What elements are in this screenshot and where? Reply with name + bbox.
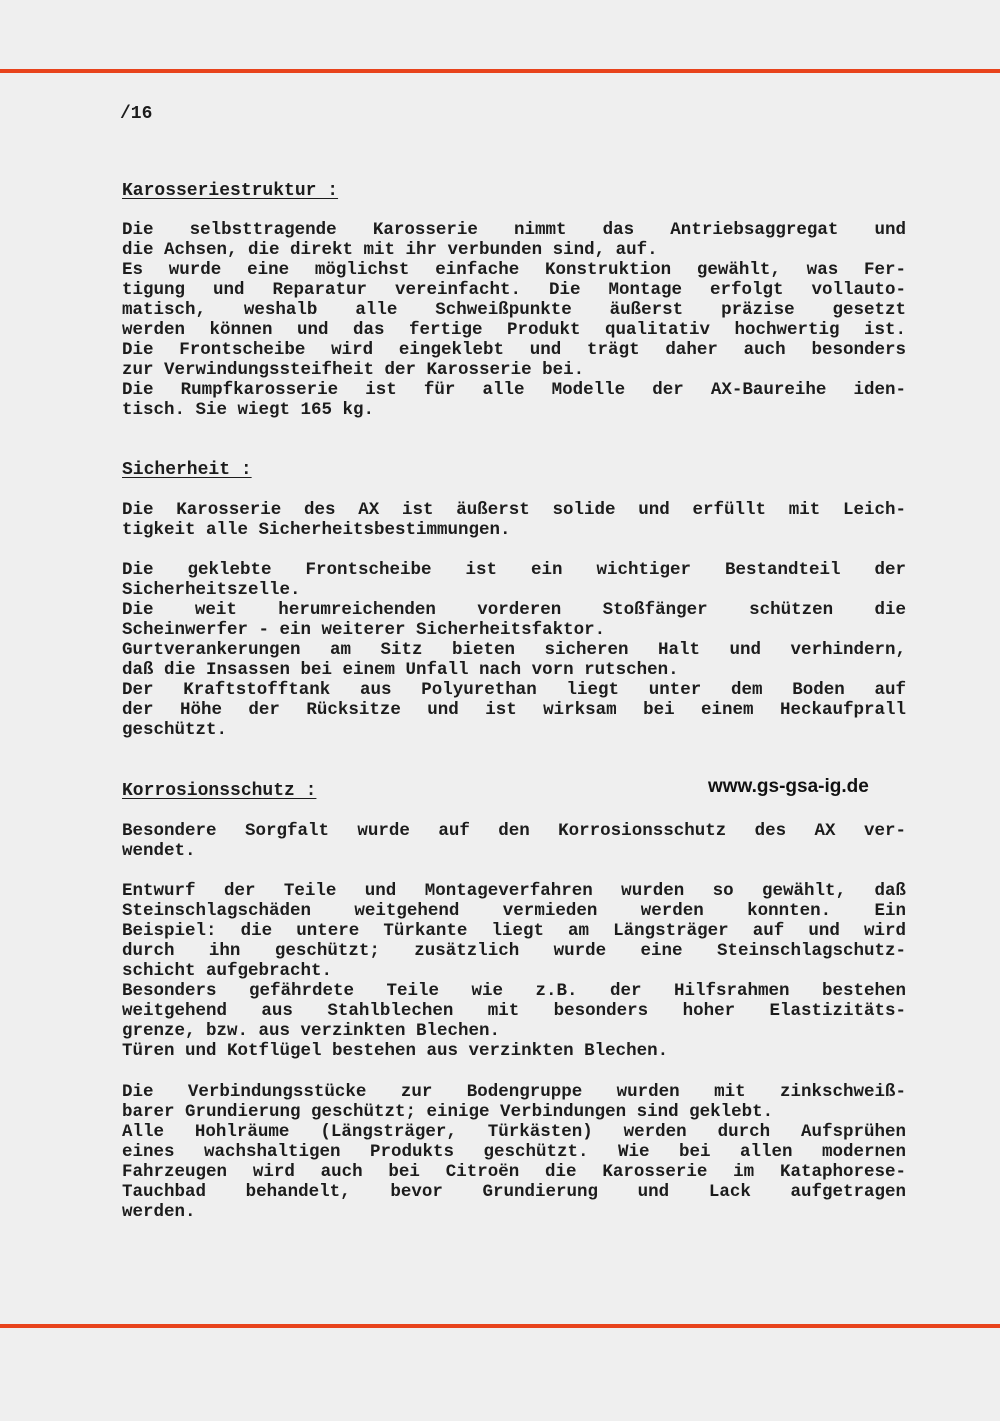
heading-korrosionsschutz: Korrosionsschutz : bbox=[122, 781, 317, 801]
paragraph-sicherheit-intro bbox=[122, 500, 906, 540]
paragraph-korrosionsschutz-intro bbox=[122, 821, 906, 861]
text-line: grenze, bzw. aus verzinkten Blechen. bbox=[122, 1021, 501, 1041]
text-line: Scheinwerfer - ein weiterer Sicherheitsfaktor. bbox=[122, 620, 606, 640]
text-line: weitgehend aus Stahlblechen mit besonders hoher Elastizitäts- bbox=[122, 1001, 906, 1021]
paragraph-sicherheit-details bbox=[122, 560, 906, 740]
text-line: tisch. Sie wiegt 165 kg. bbox=[122, 400, 375, 420]
text-line: schicht aufgebracht. bbox=[122, 961, 333, 981]
text-line: tigkeit alle Sicherheitsbestimmungen. bbox=[122, 520, 511, 540]
text-line: Beispiel: die untere Türkante liegt am Längsträger auf und wird bbox=[122, 921, 906, 941]
text-line: wendet. bbox=[122, 841, 196, 861]
text-line: Die geklebte Frontscheibe ist ein wichtiger Bestandteil der bbox=[122, 560, 906, 580]
text-line: Die Frontscheibe wird eingeklebt und trägt daher auch besonders bbox=[122, 340, 906, 360]
text-line: durch ihn geschützt; zusätzlich wurde eine Steinschlagschutz- bbox=[122, 941, 906, 961]
text-line: Besondere Sorgfalt wurde auf den Korrosionsschutz des AX ver- bbox=[122, 821, 906, 841]
text-line: werden können und das fertige Produkt qualitativ hochwertig ist. bbox=[122, 320, 906, 340]
text-line: Tauchbad behandelt, bevor Grundierung und Lack aufgetragen bbox=[122, 1182, 906, 1202]
text-line: Steinschlagschäden weitgehend vermieden werden konnten. Ein bbox=[122, 901, 906, 921]
text-line: Alle Hohlräume (Längsträger, Türkästen) werden durch Aufsprühen bbox=[122, 1122, 906, 1142]
text-line: tigung und Reparatur vereinfacht. Die Montage erfolgt vollauto- bbox=[122, 280, 906, 300]
text-line: werden. bbox=[122, 1202, 196, 1222]
text-line: Die weit herumreichenden vorderen Stoßfänger schützen die bbox=[122, 600, 906, 620]
paragraph-korrosionsschutz-teile bbox=[122, 881, 906, 1061]
text-line: Sicherheitszelle. bbox=[122, 580, 301, 600]
text-line: Türen und Kotflügel bestehen aus verzinkten Blechen. bbox=[122, 1041, 669, 1061]
text-line: Der Kraftstofftank aus Polyurethan liegt unter dem Boden auf bbox=[122, 680, 906, 700]
top-red-rule bbox=[0, 69, 1000, 73]
text-line: zur Verwindungssteifheit der Karosserie bei. bbox=[122, 360, 585, 380]
text-line: Es wurde eine möglichst einfache Konstruktion gewählt, was Fer- bbox=[122, 260, 906, 280]
website-watermark: www.gs-gsa-ig.de bbox=[708, 776, 869, 797]
page-number: /16 bbox=[120, 104, 153, 124]
text-line: Die selbsttragende Karosserie nimmt das Antriebsaggregat und bbox=[122, 220, 906, 240]
text-line: matisch, weshalb alle Schweißpunkte äußerst präzise gesetzt bbox=[122, 300, 906, 320]
text-line: Gurtverankerungen am Sitz bieten sicheren Halt und verhindern, bbox=[122, 640, 906, 660]
paragraph-karosseriestruktur bbox=[122, 220, 906, 420]
heading-karosseriestruktur: Karosseriestruktur : bbox=[122, 181, 339, 201]
text-line: Besonders gefährdete Teile wie z.B. der Hilfsrahmen bestehen bbox=[122, 981, 906, 1001]
text-line: Entwurf der Teile und Montageverfahren wurden so gewählt, daß bbox=[122, 881, 906, 901]
text-line: eines wachshaltigen Produkts geschützt. Wie bei allen modernen bbox=[122, 1142, 906, 1162]
paragraph-korrosionsschutz-verbindungen bbox=[122, 1082, 906, 1222]
text-line: geschützt. bbox=[122, 720, 228, 740]
text-line: Die Verbindungsstücke zur Bodengruppe wurden mit zinkschweiß- bbox=[122, 1082, 906, 1102]
text-line: Die Rumpfkarosserie ist für alle Modelle der AX-Baureihe iden- bbox=[122, 380, 906, 400]
text-line: die Achsen, die direkt mit ihr verbunden sind, auf. bbox=[122, 240, 658, 260]
text-line: Die Karosserie des AX ist äußerst solide und erfüllt mit Leich- bbox=[122, 500, 906, 520]
text-line: der Höhe der Rücksitze und ist wirksam bei einem Heckaufprall bbox=[122, 700, 906, 720]
text-line: barer Grundierung geschützt; einige Verbindungen sind geklebt. bbox=[122, 1102, 774, 1122]
heading-sicherheit: Sicherheit : bbox=[122, 460, 252, 480]
text-line: daß die Insassen bei einem Unfall nach vorn rutschen. bbox=[122, 660, 679, 680]
text-line: Fahrzeugen wird auch bei Citroën die Karosserie im Kataphorese- bbox=[122, 1162, 906, 1182]
bottom-red-rule bbox=[0, 1324, 1000, 1328]
